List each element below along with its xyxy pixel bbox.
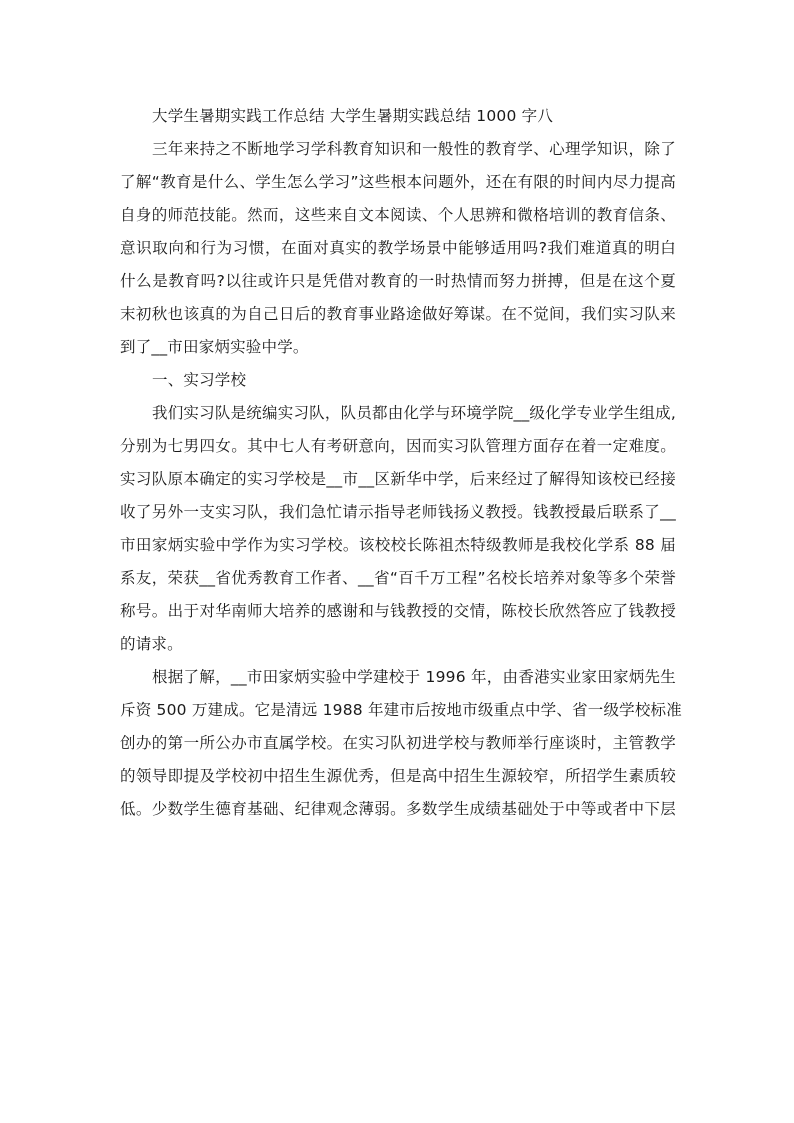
paragraph-intro xyxy=(120,133,676,364)
paragraph-line: 意识取向和行为习惯，在面对真实的教学场景中能够适用吗?我们难道真的明白 xyxy=(120,239,676,257)
paragraph-line: 斥资 500 万建成。它是清远 1988 年建市后按地市级重点中学、省一级学校标准 xyxy=(120,701,682,719)
paragraph-line: 的领导即提及学校初中招生生源优秀，但是高中招生生源较窄，所招学生素质较 xyxy=(120,767,676,785)
paragraph-line: 称号。出于对华南师大培养的感谢和与钱教授的交情，陈校长欣然答应了钱教授 xyxy=(120,602,676,620)
paragraph-line: 实习队原本确定的实习学校是__市__区新华中学，后来经过了解得知该校已经接 xyxy=(120,470,676,488)
section-heading-text: 一、实习学校 xyxy=(152,371,247,389)
paragraph-line: 分别为七男四女。其中七人有考研意向，因而实习队管理方面存在着一定难度。 xyxy=(120,437,676,455)
paragraph-line: 末初秋也该真的为自己日后的教育事业路途做好筹谋。在不觉间，我们实习队来 xyxy=(120,305,676,323)
document-page xyxy=(120,100,682,826)
paragraph-team xyxy=(120,397,676,661)
paragraph-line: 到了__市田家炳实验中学。 xyxy=(120,338,309,356)
paragraph-line: 低。少数学生德育基础、纪律观念薄弱。多数学生成绩基础处于中等或者中下层 xyxy=(120,800,676,818)
paragraph-line: 根据了解，__市田家炳实验中学建校于 1996 年，由香港实业家田家炳先生 xyxy=(152,668,676,686)
paragraph-line: 自身的师范技能。然而，这些来自文本阅读、个人思辨和微格培训的教育信条、 xyxy=(120,206,676,224)
paragraph-line: 什么是教育吗?以往或许只是凭借对教育的一时热情而努力拼搏，但是在这个夏 xyxy=(120,272,676,290)
paragraph-line: 的请求。 xyxy=(120,635,183,653)
paragraph-line: 创办的第一所公办市直属学校。在实习队初进学校与教师举行座谈时，主管教学 xyxy=(120,734,676,752)
paragraph-line: 三年来持之不断地学习学科教育知识和一般性的教育学、心理学知识，除了 xyxy=(152,140,676,158)
paragraph-line: 我们实习队是统编实习队，队员都由化学与环境学院__级化学专业学生组成, xyxy=(152,404,676,422)
paragraph-line: 市田家炳实验中学作为实习学校。该校校长陈祖杰特级教师是我校化学系 88 届 xyxy=(120,536,676,554)
paragraph-line: 系友，荣获__省优秀教育工作者、__省“百千万工程”名校长培养对象等多个荣誉 xyxy=(120,569,676,587)
paragraph-school xyxy=(120,661,682,826)
paragraph-line: 了解“教育是什么、学生怎么学习”这些根本问题外，还在有限的时间内尽力提高 xyxy=(120,173,676,191)
section-heading xyxy=(120,364,676,397)
paragraph-line: 收了另外一支实习队，我们急忙请示指导老师钱扬义教授。钱教授最后联系了__ xyxy=(120,503,676,521)
document-title: 大学生暑期实践工作总结 大学生暑期实践总结 1000 字八 xyxy=(152,107,554,125)
